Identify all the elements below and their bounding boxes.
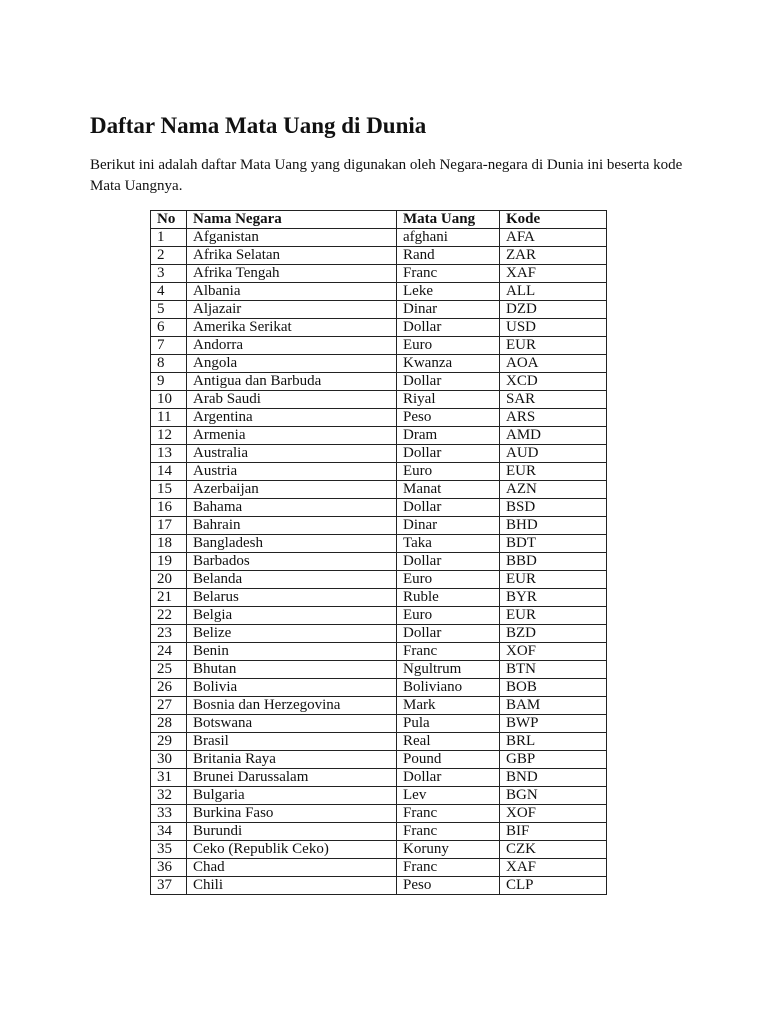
cell-no: 24	[151, 643, 187, 661]
cell-currency: Dollar	[397, 319, 500, 337]
cell-country: Bhutan	[187, 661, 397, 679]
cell-currency: Franc	[397, 805, 500, 823]
cell-country: Ceko (Republik Ceko)	[187, 841, 397, 859]
cell-code: EUR	[500, 607, 607, 625]
cell-code: BYR	[500, 589, 607, 607]
cell-no: 26	[151, 679, 187, 697]
cell-currency: Franc	[397, 823, 500, 841]
table-row	[151, 283, 607, 301]
cell-currency: Dollar	[397, 769, 500, 787]
cell-country: Belanda	[187, 571, 397, 589]
table-row	[151, 247, 607, 265]
cell-currency: Peso	[397, 877, 500, 895]
cell-country: Bulgaria	[187, 787, 397, 805]
cell-country: Afganistan	[187, 229, 397, 247]
table-row	[151, 715, 607, 733]
cell-no: 21	[151, 589, 187, 607]
cell-country: Afrika Selatan	[187, 247, 397, 265]
cell-no: 13	[151, 445, 187, 463]
cell-country: Barbados	[187, 553, 397, 571]
cell-code: BIF	[500, 823, 607, 841]
table-row	[151, 373, 607, 391]
cell-currency: Dollar	[397, 499, 500, 517]
cell-no: 17	[151, 517, 187, 535]
cell-country: Andorra	[187, 337, 397, 355]
cell-currency: Franc	[397, 859, 500, 877]
cell-no: 9	[151, 373, 187, 391]
cell-code: BGN	[500, 787, 607, 805]
table-row	[151, 391, 607, 409]
cell-currency: Mark	[397, 697, 500, 715]
cell-country: Belize	[187, 625, 397, 643]
table-row	[151, 823, 607, 841]
cell-code: XCD	[500, 373, 607, 391]
cell-country: Belgia	[187, 607, 397, 625]
cell-no: 6	[151, 319, 187, 337]
table-row	[151, 841, 607, 859]
table-row	[151, 445, 607, 463]
cell-no: 22	[151, 607, 187, 625]
cell-no: 23	[151, 625, 187, 643]
cell-code: DZD	[500, 301, 607, 319]
cell-country: Belarus	[187, 589, 397, 607]
cell-currency: Euro	[397, 607, 500, 625]
header-country: Nama Negara	[187, 211, 397, 229]
cell-country: Brasil	[187, 733, 397, 751]
table-row	[151, 769, 607, 787]
cell-code: AMD	[500, 427, 607, 445]
cell-code: SAR	[500, 391, 607, 409]
table-row	[151, 697, 607, 715]
cell-code: USD	[500, 319, 607, 337]
cell-no: 27	[151, 697, 187, 715]
cell-currency: afghani	[397, 229, 500, 247]
cell-currency: Real	[397, 733, 500, 751]
cell-currency: Euro	[397, 571, 500, 589]
cell-currency: Taka	[397, 535, 500, 553]
table-row	[151, 679, 607, 697]
cell-country: Bahrain	[187, 517, 397, 535]
cell-no: 33	[151, 805, 187, 823]
document-title: Daftar Nama Mata Uang di Dunia	[90, 113, 427, 138]
cell-no: 15	[151, 481, 187, 499]
cell-currency: Dinar	[397, 301, 500, 319]
cell-currency: Lev	[397, 787, 500, 805]
cell-country: Burundi	[187, 823, 397, 841]
cell-code: XOF	[500, 805, 607, 823]
cell-code: BRL	[500, 733, 607, 751]
cell-no: 14	[151, 463, 187, 481]
table-row	[151, 301, 607, 319]
cell-country: Angola	[187, 355, 397, 373]
cell-country: Aljazair	[187, 301, 397, 319]
cell-no: 11	[151, 409, 187, 427]
cell-currency: Ngultrum	[397, 661, 500, 679]
cell-code: EUR	[500, 463, 607, 481]
cell-country: Albania	[187, 283, 397, 301]
cell-country: Arab Saudi	[187, 391, 397, 409]
cell-currency: Pula	[397, 715, 500, 733]
cell-currency: Franc	[397, 265, 500, 283]
cell-code: BZD	[500, 625, 607, 643]
cell-no: 10	[151, 391, 187, 409]
cell-no: 1	[151, 229, 187, 247]
cell-code: BDT	[500, 535, 607, 553]
table-row	[151, 859, 607, 877]
table-row	[151, 661, 607, 679]
table-row	[151, 499, 607, 517]
cell-country: Burkina Faso	[187, 805, 397, 823]
cell-no: 20	[151, 571, 187, 589]
cell-currency: Pound	[397, 751, 500, 769]
cell-no: 31	[151, 769, 187, 787]
cell-code: ALL	[500, 283, 607, 301]
cell-no: 5	[151, 301, 187, 319]
cell-code: BND	[500, 769, 607, 787]
cell-code: BWP	[500, 715, 607, 733]
cell-code: ARS	[500, 409, 607, 427]
cell-code: BOB	[500, 679, 607, 697]
table-row	[151, 751, 607, 769]
cell-no: 37	[151, 877, 187, 895]
cell-country: Benin	[187, 643, 397, 661]
cell-currency: Dollar	[397, 373, 500, 391]
table-row	[151, 265, 607, 283]
table-row	[151, 553, 607, 571]
cell-no: 36	[151, 859, 187, 877]
table-body	[151, 229, 607, 895]
cell-code: BHD	[500, 517, 607, 535]
cell-no: 7	[151, 337, 187, 355]
table-row	[151, 355, 607, 373]
cell-currency: Dollar	[397, 625, 500, 643]
cell-country: Bangladesh	[187, 535, 397, 553]
cell-code: AOA	[500, 355, 607, 373]
cell-country: Bolivia	[187, 679, 397, 697]
table-row	[151, 535, 607, 553]
cell-currency: Franc	[397, 643, 500, 661]
header-code: Kode	[500, 211, 607, 229]
table-row	[151, 427, 607, 445]
header-no: No	[151, 211, 187, 229]
cell-currency: Boliviano	[397, 679, 500, 697]
cell-country: Azerbaijan	[187, 481, 397, 499]
cell-code: CLP	[500, 877, 607, 895]
cell-code: AUD	[500, 445, 607, 463]
cell-currency: Koruny	[397, 841, 500, 859]
cell-no: 3	[151, 265, 187, 283]
table-row	[151, 481, 607, 499]
cell-country: Armenia	[187, 427, 397, 445]
cell-code: XOF	[500, 643, 607, 661]
cell-currency: Dollar	[397, 445, 500, 463]
cell-no: 12	[151, 427, 187, 445]
cell-code: XAF	[500, 859, 607, 877]
cell-currency: Rand	[397, 247, 500, 265]
cell-currency: Dram	[397, 427, 500, 445]
currency-table	[150, 210, 607, 895]
cell-no: 35	[151, 841, 187, 859]
cell-currency: Manat	[397, 481, 500, 499]
table-row	[151, 229, 607, 247]
cell-currency: Kwanza	[397, 355, 500, 373]
table-row	[151, 463, 607, 481]
cell-no: 16	[151, 499, 187, 517]
cell-code: AZN	[500, 481, 607, 499]
cell-code: BTN	[500, 661, 607, 679]
cell-code: EUR	[500, 571, 607, 589]
cell-no: 30	[151, 751, 187, 769]
cell-no: 29	[151, 733, 187, 751]
table-row	[151, 643, 607, 661]
cell-no: 8	[151, 355, 187, 373]
cell-code: ZAR	[500, 247, 607, 265]
cell-no: 2	[151, 247, 187, 265]
cell-code: BAM	[500, 697, 607, 715]
table-row	[151, 625, 607, 643]
cell-no: 4	[151, 283, 187, 301]
cell-country: Bosnia dan Herzegovina	[187, 697, 397, 715]
cell-currency: Leke	[397, 283, 500, 301]
cell-currency: Peso	[397, 409, 500, 427]
table-row	[151, 517, 607, 535]
cell-currency: Euro	[397, 463, 500, 481]
cell-currency: Riyal	[397, 391, 500, 409]
table-row	[151, 607, 607, 625]
cell-code: AFA	[500, 229, 607, 247]
cell-no: 25	[151, 661, 187, 679]
cell-country: Botswana	[187, 715, 397, 733]
table-row	[151, 877, 607, 895]
cell-code: BBD	[500, 553, 607, 571]
cell-currency: Dollar	[397, 553, 500, 571]
cell-currency: Dinar	[397, 517, 500, 535]
table-row	[151, 805, 607, 823]
cell-country: Chili	[187, 877, 397, 895]
header-currency: Mata Uang	[397, 211, 500, 229]
cell-country: Bahama	[187, 499, 397, 517]
table-row	[151, 319, 607, 337]
cell-no: 19	[151, 553, 187, 571]
cell-country: Amerika Serikat	[187, 319, 397, 337]
intro-paragraph: Berikut ini adalah daftar Mata Uang yang digunakan oleh Negara-negara di Dunia ini beserta kode Mata Uangnya.	[90, 157, 683, 194]
cell-code: GBP	[500, 751, 607, 769]
cell-code: XAF	[500, 265, 607, 283]
cell-country: Argentina	[187, 409, 397, 427]
cell-code: CZK	[500, 841, 607, 859]
cell-no: 32	[151, 787, 187, 805]
cell-country: Austria	[187, 463, 397, 481]
table-row	[151, 571, 607, 589]
cell-code: BSD	[500, 499, 607, 517]
table-row	[151, 733, 607, 751]
table-row	[151, 409, 607, 427]
table-header-row	[151, 211, 607, 229]
cell-currency: Euro	[397, 337, 500, 355]
cell-country: Britania Raya	[187, 751, 397, 769]
table-row	[151, 787, 607, 805]
table-row	[151, 337, 607, 355]
cell-country: Chad	[187, 859, 397, 877]
cell-country: Brunei Darussalam	[187, 769, 397, 787]
cell-currency: Ruble	[397, 589, 500, 607]
cell-no: 28	[151, 715, 187, 733]
table-row	[151, 589, 607, 607]
cell-country: Antigua dan Barbuda	[187, 373, 397, 391]
cell-no: 18	[151, 535, 187, 553]
cell-code: EUR	[500, 337, 607, 355]
cell-country: Australia	[187, 445, 397, 463]
cell-no: 34	[151, 823, 187, 841]
cell-country: Afrika Tengah	[187, 265, 397, 283]
